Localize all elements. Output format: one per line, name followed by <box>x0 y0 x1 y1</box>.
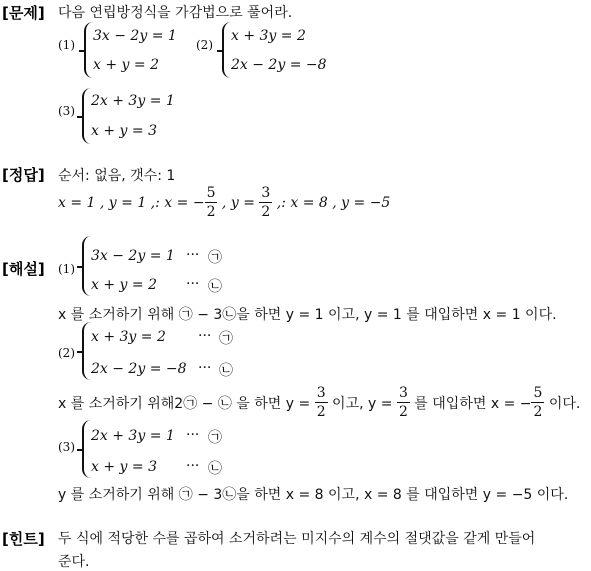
expl-item-3-mark1: ㉠ <box>208 430 222 446</box>
answer-frac-y-num: 3 <box>261 185 271 201</box>
problem-item-1-eq1: 3x − 2y = 1 <box>93 28 177 44</box>
expl-frac-y <box>315 386 328 419</box>
expl-frac-x-num: 5 <box>533 385 543 401</box>
expl-line-2 <box>58 386 580 419</box>
hint-line-2: 준다. <box>58 554 90 570</box>
expl-line-2d: 이다. <box>544 395 581 412</box>
expl-frac-y2-den: 2 <box>398 404 408 420</box>
answer-line-b: ,: x = 8 , y = −5 <box>272 194 391 211</box>
expl-item-1-num: (1) <box>58 262 75 276</box>
hint-tag: [힌트] <box>2 530 45 548</box>
answer-frac-x-num: 5 <box>206 185 216 201</box>
explanation-tag: [해설] <box>2 260 45 278</box>
expl-item-3-eq2: x + y = 3 <box>91 459 157 475</box>
expl-item-2-eq2: 2x − 2y = −8 <box>91 361 187 377</box>
expl-item-2-dots2: ··· <box>198 360 212 376</box>
problem-item-3-eq1: 2x + 3y = 1 <box>91 93 175 109</box>
expl-item-1-mark1: ㉠ <box>208 250 222 266</box>
expl-line-1: x 를 소거하기 위해 ㉠ − 3㉡을 하면 y = 1 이고, y = 1 를 대입하면 x = 1 이다. <box>58 307 557 323</box>
answer-meta: 순서: 없음, 갯수: 1 <box>58 168 176 184</box>
answer-frac-y-den: 2 <box>261 204 271 220</box>
expl-frac-x-den: 2 <box>533 404 543 420</box>
expl-item-1-eq2: x + y = 2 <box>91 277 157 293</box>
expl-frac-x <box>531 386 544 419</box>
answer-line-a: x = 1 , y = 1 ,: x = − <box>58 194 205 211</box>
answer-values <box>58 186 390 219</box>
expl-line-2a: x 를 소거하기 위해2㉠ − ㉡ 을 하면 y = <box>58 395 315 412</box>
expl-frac-y2 <box>397 386 410 419</box>
expl-item-3-dots1: ··· <box>186 427 200 443</box>
answer-frac-x <box>205 186 218 219</box>
expl-item-1-dots2: ··· <box>186 276 200 292</box>
answer-frac-x-den: 2 <box>206 204 216 220</box>
expl-line-2c: 를 대입하면 x = − <box>409 395 532 412</box>
expl-item-3-num: (3) <box>58 440 75 454</box>
expl-line-2b: 이고, y = <box>327 395 397 412</box>
hint-line-1: 두 식에 적당한 수를 곱하여 소거하려는 미지수의 계수의 절댓값을 같게 만들어 <box>58 531 536 547</box>
expl-item-2-mark2: ㉡ <box>219 363 233 379</box>
expl-frac-y-den: 2 <box>316 404 326 420</box>
expl-line-3: y 를 소거하기 위해 ㉠ − 3㉡을 하면 x = 8 이고, x = 8 를 대입하면 y = −5 이다. <box>58 487 569 503</box>
problem-item-3-eq2: x + y = 3 <box>91 123 157 139</box>
problem-item-2-eq1: x + 3y = 2 <box>231 28 306 44</box>
expl-item-1-eq1: 3x − 2y = 1 <box>91 248 175 264</box>
expl-item-3-eq1: 2x + 3y = 1 <box>91 428 175 444</box>
problem-item-2-eq2: 2x − 2y = −8 <box>231 57 327 73</box>
expl-item-2-eq1: x + 3y = 2 <box>91 329 166 345</box>
expl-item-1-dots1: ··· <box>186 247 200 263</box>
expl-item-2-num: (2) <box>58 346 75 360</box>
expl-item-1-mark2: ㉡ <box>208 279 222 295</box>
answer-frac-y <box>259 186 272 219</box>
problem-prompt: 다음 연립방정식을 가감법으로 풀어라. <box>58 5 293 21</box>
expl-item-3-mark2: ㉡ <box>208 461 222 477</box>
expl-item-3-dots2: ··· <box>186 458 200 474</box>
problem-item-1-eq2: x + y = 2 <box>93 57 159 73</box>
problem-item-2-num: (2) <box>196 38 213 52</box>
problem-item-1-num: (1) <box>58 38 75 52</box>
problem-item-3-num: (3) <box>58 104 75 118</box>
expl-item-2-mark1: ㉠ <box>219 331 233 347</box>
answer-tag: [정답] <box>2 166 45 184</box>
expl-frac-y2-num: 3 <box>398 385 408 401</box>
expl-frac-y-num: 3 <box>316 385 326 401</box>
answer-mid: , y = <box>217 194 260 211</box>
expl-item-2-dots1: ··· <box>198 328 212 344</box>
problem-tag: [문제] <box>2 4 45 22</box>
